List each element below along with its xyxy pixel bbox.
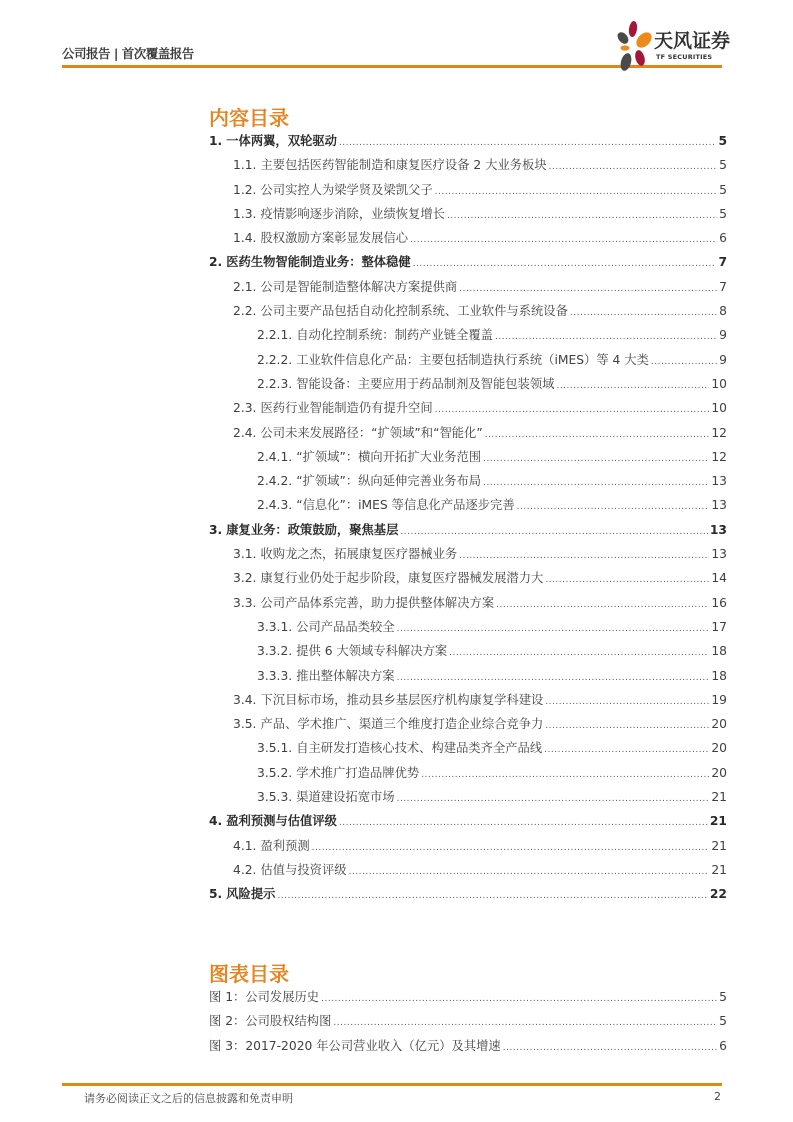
toc-entry[interactable] [209, 884, 727, 908]
dot-leader [349, 867, 710, 877]
toc-entry-page[interactable]: 6 [719, 231, 727, 246]
toc-entry[interactable] [209, 301, 727, 325]
toc-entry[interactable] [209, 763, 727, 787]
dot-leader [459, 284, 717, 294]
logo-english-name: TF SECURITIES [656, 53, 713, 61]
dot-leader [397, 794, 710, 804]
toc-entry[interactable] [209, 277, 727, 301]
toc-entry-title[interactable]: 推出整体解决方案 [296, 668, 395, 683]
footer-divider [62, 1083, 722, 1086]
toc-entry-page[interactable]: 5 [719, 182, 727, 197]
toc-entry-page[interactable]: 9 [719, 328, 727, 343]
dot-leader [545, 697, 709, 707]
table-of-contents [209, 131, 727, 909]
toc-entry-page[interactable]: 20 [711, 765, 727, 780]
toc-entry-page[interactable]: 18 [711, 668, 727, 683]
dot-leader [651, 357, 717, 367]
toc-entry-page[interactable]: 19 [711, 692, 727, 707]
toc-entry[interactable] [209, 495, 727, 519]
dot-leader [545, 575, 709, 585]
toc-entry-page[interactable]: 21 [711, 862, 727, 877]
dot-leader [413, 259, 717, 269]
toc-title: 内容目录 [209, 106, 289, 130]
toc-entry-page[interactable]: 5 [718, 134, 727, 148]
toc-entry[interactable] [209, 787, 727, 811]
dot-leader [483, 454, 709, 464]
toc-entry-page[interactable]: 5 [719, 158, 727, 173]
toc-entry-number: 1.4. [233, 231, 257, 246]
dot-leader [517, 502, 710, 512]
disclaimer-text: 请务必阅读正文之后的信息披露和免责申明 [84, 1092, 293, 1105]
toc-entry[interactable] [209, 180, 727, 204]
toc-entry-number: 3.5.3. [257, 790, 293, 805]
toc-entry-page[interactable]: 13 [709, 522, 727, 537]
toc-entry-number: 2.2.2. [257, 352, 293, 367]
toc-entry[interactable] [209, 252, 727, 276]
toc-entry[interactable] [209, 714, 727, 738]
dot-leader [495, 332, 717, 342]
toc-entry-number: 2.4.1. [257, 449, 293, 464]
toc-entry[interactable] [209, 617, 727, 641]
toc-entry[interactable] [209, 811, 727, 835]
toc-entry-number: 1.2. [233, 182, 257, 197]
toc-entry-number: 2.2.3. [257, 376, 293, 391]
dot-leader [544, 745, 709, 755]
company-logo [616, 20, 746, 72]
toc-entry-number: 1.3. [233, 206, 257, 221]
figure-list [209, 987, 727, 1060]
toc-entry-page[interactable]: 7 [718, 255, 727, 270]
toc-entry-title[interactable]: 公司是智能制造整体解决方案提供商 [260, 279, 458, 294]
toc-entry-title[interactable]: 估值与投资评级 [260, 862, 347, 877]
toc-entry-page[interactable]: 5 [719, 206, 727, 221]
toc-entry-title[interactable]: 产品、学术推广、渠道三个维度打造企业综合竞争力 [260, 717, 544, 732]
dot-leader [339, 138, 717, 148]
toc-entry-page[interactable]: 7 [719, 279, 727, 294]
toc-entry[interactable] [209, 544, 727, 568]
toc-entry[interactable] [209, 155, 727, 179]
toc-entry-number: 3. [209, 522, 223, 537]
toc-entry-number: 3.3.1. [257, 619, 293, 634]
toc-entry-page[interactable]: 14 [711, 571, 727, 586]
toc-entry[interactable] [209, 325, 727, 349]
toc-entry-page[interactable]: 13 [711, 498, 727, 513]
toc-entry-page[interactable]: 8 [719, 304, 727, 319]
toc-entry-number: 2.4. [233, 425, 257, 440]
toc-entry-title[interactable]: 医药生物智能制造业务：整体稳健 [226, 255, 411, 270]
dot-leader [485, 430, 710, 440]
dot-leader [435, 405, 710, 415]
toc-entry-title[interactable]: 主要包括医药智能制造和康复医疗设备 2 大业务板块 [260, 158, 547, 173]
toc-entry-number: 4. [209, 814, 223, 829]
toc-entry-title[interactable]: “扩领域”：纵向延伸完善业务布局 [296, 474, 482, 489]
toc-entry[interactable] [209, 398, 727, 422]
toc-entry-number: 2.2.1. [257, 328, 293, 343]
toc-entry-page[interactable]: 12 [711, 425, 727, 440]
toc-entry-number: 3.3.3. [257, 668, 293, 683]
figure-entry[interactable] [209, 1036, 727, 1060]
toc-entry[interactable] [209, 228, 727, 252]
toc-entry-page[interactable]: 10 [711, 401, 727, 416]
figure-entry-page[interactable]: 6 [719, 1038, 727, 1053]
toc-entry-title[interactable]: 智能设备：主要应用于药品制剂及智能包装领域 [296, 376, 555, 391]
toc-entry-page[interactable]: 13 [711, 474, 727, 489]
logo-chinese-name: 天风证券 [654, 30, 731, 52]
toc-entry[interactable] [209, 690, 727, 714]
toc-entry-number: 3.3.2. [257, 644, 293, 659]
toc-entry-number: 2.4.2. [257, 474, 293, 489]
toc-entry-page[interactable]: 9 [719, 352, 727, 367]
dot-leader [496, 600, 709, 610]
toc-entry-page[interactable]: 13 [711, 547, 727, 562]
dot-leader [545, 721, 709, 731]
figure-entry-page[interactable]: 5 [719, 990, 727, 1004]
toc-entry-title[interactable]: 康复行业仍处于起步阶段，康复医疗器械发展潜力大 [260, 571, 544, 586]
toc-entry-title[interactable]: 盈利预测与估值评级 [226, 814, 337, 829]
dot-leader [321, 994, 717, 1004]
toc-entry-title[interactable]: 自动化控制系统：制药产业链全覆盖 [296, 328, 493, 343]
toc-entry[interactable] [209, 374, 727, 398]
toc-entry-page[interactable]: 12 [711, 449, 727, 464]
dot-leader [397, 624, 710, 634]
toc-entry[interactable] [209, 204, 727, 228]
toc-entry-number: 3.2. [233, 571, 257, 586]
dot-leader [556, 381, 709, 391]
toc-entry-number: 2.2. [233, 304, 257, 319]
dot-leader [312, 843, 710, 853]
toc-entry[interactable] [209, 860, 727, 884]
toc-entry-title[interactable]: 公司主要产品包括自动化控制系统、工业软件与系统设备 [260, 304, 568, 319]
dot-leader [570, 308, 717, 318]
toc-entry[interactable] [209, 738, 727, 762]
dot-leader [400, 527, 707, 537]
toc-entry-title[interactable]: 自主研发打造核心技术、构建品类齐全产品线 [296, 741, 543, 756]
toc-entry-title[interactable]: 渠道建设拓宽市场 [296, 790, 395, 805]
dot-leader [339, 818, 708, 828]
toc-entry[interactable] [209, 350, 727, 374]
figure-entry-title[interactable]: 图 3：2017-2020 年公司营业收入（亿元）及其增速 [209, 1038, 501, 1053]
toc-entry-page[interactable]: 21 [709, 814, 727, 829]
toc-entry-title[interactable]: 提供 6 大领域专科解决方案 [296, 644, 448, 659]
toc-entry-number: 2. [209, 255, 223, 270]
toc-entry-title[interactable]: “扩领域”：横向开拓扩大业务范围 [296, 449, 482, 464]
toc-entry-number: 1. [209, 134, 223, 148]
toc-entry[interactable] [209, 423, 727, 447]
toc-entry[interactable] [209, 471, 727, 495]
dot-leader [483, 478, 709, 488]
toc-entry-title[interactable]: 盈利预测 [260, 838, 310, 853]
toc-entry-number: 3.5. [233, 717, 257, 732]
toc-entry-number: 5. [209, 887, 223, 902]
toc-entry-title[interactable]: 下沉目标市场，推动县乡基层医疗机构康复学科建设 [260, 692, 544, 707]
toc-entry-page[interactable]: 20 [711, 717, 727, 732]
flower-logo-icon [616, 20, 656, 72]
dot-leader [421, 770, 709, 780]
toc-entry[interactable] [209, 447, 727, 471]
toc-entry-number: 3.1. [233, 547, 257, 562]
toc-entry-number: 3.5.1. [257, 741, 293, 756]
figure-entry-title[interactable]: 图 1：公司发展历史 [209, 990, 320, 1004]
toc-entry[interactable] [209, 520, 727, 544]
toc-entry-title[interactable]: 股权激励方案彰显发展信心 [260, 231, 409, 246]
toc-entry-title[interactable]: 收购龙之杰，拓展康复医疗器械业务 [260, 547, 458, 562]
dot-leader [435, 187, 718, 197]
toc-entry-number: 4.2. [233, 862, 257, 877]
figure-entry[interactable] [209, 1011, 727, 1035]
toc-entry-page[interactable]: 20 [711, 741, 727, 756]
toc-entry-title[interactable]: 公司产品品类较全 [296, 619, 395, 634]
toc-entry-number: 3.5.2. [257, 765, 293, 780]
dot-leader [503, 1043, 717, 1053]
toc-entry[interactable] [209, 666, 727, 690]
toc-entry[interactable] [209, 593, 727, 617]
figures-title: 图表目录 [209, 962, 289, 986]
toc-entry-page[interactable]: 17 [711, 619, 727, 634]
toc-entry-title[interactable]: 一体两翼，双轮驱动 [226, 134, 337, 148]
toc-entry-title[interactable]: 工业软件信息化产品：主要包括制造执行系统（iMES）等 4 大类 [296, 352, 649, 367]
toc-entry-title[interactable]: 风险提示 [226, 887, 276, 902]
toc-entry-title[interactable]: 公司实控人为梁学贤及梁凯父子 [260, 182, 433, 197]
toc-entry-title[interactable]: 公司未来发展路径：“扩领域”和“智能化” [260, 425, 483, 440]
toc-entry-page[interactable]: 10 [711, 376, 727, 391]
figure-entry-page[interactable]: 5 [719, 1014, 727, 1029]
toc-entry-title[interactable]: “信息化”：iMES 等信息化产品逐步完善 [296, 498, 515, 513]
toc-entry-number: 2.3. [233, 401, 257, 416]
dot-leader [333, 1018, 717, 1028]
toc-entry-number: 4.1. [233, 838, 257, 853]
toc-entry-page[interactable]: 21 [711, 790, 727, 805]
dot-leader [410, 235, 717, 245]
toc-entry-page[interactable]: 16 [711, 595, 727, 610]
figure-entry-title[interactable]: 图 2：公司股权结构图 [209, 1014, 332, 1029]
toc-entry[interactable] [209, 836, 727, 860]
toc-entry-title[interactable]: 康复业务：政策鼓励，聚焦基层 [226, 522, 399, 537]
toc-entry-number: 1.1. [233, 158, 257, 173]
toc-entry-page[interactable]: 22 [709, 887, 727, 902]
toc-entry-title[interactable]: 学术推广打造品牌优势 [296, 765, 420, 780]
dot-leader [397, 673, 710, 683]
toc-entry-number: 2.1. [233, 279, 257, 294]
toc-entry-number: 2.4.3. [257, 498, 293, 513]
dot-leader [449, 648, 709, 658]
report-type-label: 公司报告 | 首次覆盖报告 [62, 46, 194, 61]
toc-entry-title[interactable]: 公司产品体系完善，助力提供整体解决方案 [260, 595, 495, 610]
toc-entry-page[interactable]: 21 [711, 838, 727, 853]
toc-entry[interactable] [209, 641, 727, 665]
toc-entry[interactable] [209, 568, 727, 592]
toc-entry[interactable] [209, 131, 727, 155]
toc-entry-number: 3.4. [233, 692, 257, 707]
toc-entry-page[interactable]: 18 [711, 644, 727, 659]
dot-leader [447, 211, 717, 221]
toc-entry-title[interactable]: 疫情影响逐步消除，业绩恢复增长 [260, 206, 445, 221]
figure-entry[interactable] [209, 987, 727, 1011]
dot-leader [277, 891, 707, 901]
dot-leader [459, 551, 709, 561]
toc-entry-number: 3.3. [233, 595, 257, 610]
page-number: 2 [714, 1090, 721, 1103]
dot-leader [549, 162, 718, 172]
toc-entry-title[interactable]: 医药行业智能制造仍有提升空间 [260, 401, 433, 416]
